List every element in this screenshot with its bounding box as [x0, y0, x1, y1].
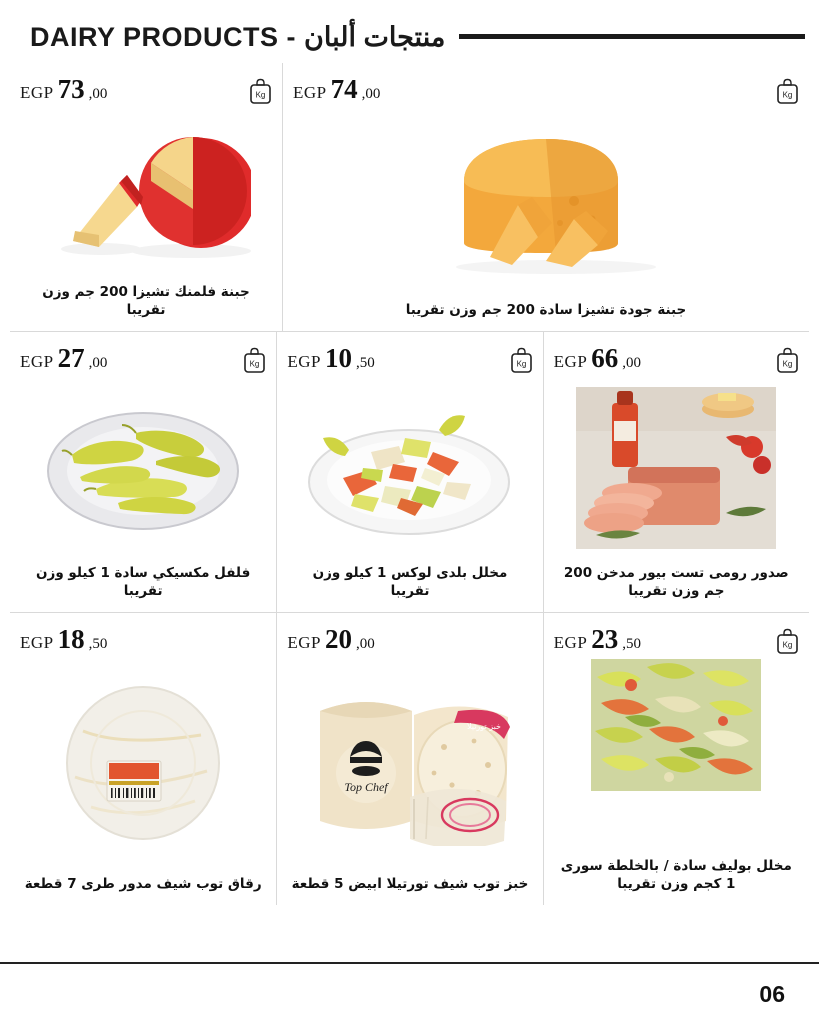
kg-tag-icon: [510, 347, 533, 374]
product-image: [20, 374, 266, 560]
price: [20, 624, 107, 655]
price-minor: ,50: [355, 355, 375, 371]
price: [287, 624, 374, 655]
price-row: [554, 621, 799, 655]
currency-label: EGP: [20, 83, 54, 102]
price-major: 10: [324, 343, 352, 373]
pickled-green-peppers-icon: [36, 393, 251, 543]
product-image: [287, 374, 532, 560]
mixed-pickles-icon: [297, 390, 522, 545]
price: [554, 343, 641, 374]
product-row: [10, 332, 809, 613]
product-card[interactable]: [276, 613, 542, 905]
product-card[interactable]: [282, 63, 809, 331]
product-row: [10, 613, 809, 905]
price: [20, 343, 107, 374]
smoked-turkey-breast-icon: [576, 387, 776, 549]
currency-label: EGP: [287, 352, 321, 371]
product-name: خبز توب شيف تورتيلا ابيض 5 قطعة: [291, 875, 529, 892]
tortilla-bread-pack-icon: [302, 681, 517, 846]
kg-tag-icon: [243, 347, 266, 374]
price-row: [20, 71, 272, 105]
price-major: 73: [57, 74, 85, 104]
product-name: جبنة جودة تشيزا سادة 200 جم وزن تقريبا: [405, 301, 687, 318]
product-image: [20, 105, 272, 279]
product-image: [554, 655, 799, 853]
price: [287, 343, 374, 374]
currency-label: EGP: [293, 83, 327, 102]
kg-tag-icon: [776, 628, 799, 655]
price-major: 74: [330, 74, 358, 104]
kg-tag-icon: [249, 78, 272, 105]
product-image: [287, 655, 532, 871]
page-title: [30, 22, 445, 53]
gouda-cheese-icon: [406, 127, 686, 277]
product-image: [293, 105, 799, 297]
product-card[interactable]: [543, 332, 809, 612]
price-minor: ,00: [355, 636, 375, 652]
product-card[interactable]: [276, 332, 542, 612]
page-footer: [0, 962, 819, 1024]
product-name: صدور رومى تست بيور مدخن 200 جم وزن تقريبا: [563, 564, 789, 599]
price-major: 20: [324, 624, 352, 654]
product-name: رقاق توب شيف مدور طرى 7 قطعة: [24, 875, 262, 892]
price-minor: ,50: [622, 636, 642, 652]
price-minor: ,00: [88, 86, 108, 102]
product-row: [10, 63, 809, 332]
product-card[interactable]: [10, 332, 276, 612]
price-major: 27: [57, 343, 85, 373]
currency-label: EGP: [20, 633, 54, 652]
product-card[interactable]: [10, 613, 276, 905]
product-grid: [0, 63, 819, 905]
product-name: جبنة فلمنك تشيزا 200 جم وزن تقريبا: [42, 283, 250, 318]
price-major: 66: [591, 343, 619, 373]
kg-tag-icon: [776, 347, 799, 374]
currency-label: EGP: [553, 633, 588, 652]
price-row: [287, 621, 532, 655]
price-row: [554, 340, 799, 374]
product-image: [554, 374, 799, 560]
price: [20, 74, 107, 105]
kg-tag-icon: [776, 78, 799, 105]
svg-text:Kg: Kg: [516, 359, 527, 369]
price-minor: ,50: [88, 636, 108, 652]
product-card[interactable]: [543, 613, 809, 905]
page-header: [0, 0, 819, 63]
price: [293, 74, 380, 105]
svg-text:Kg: Kg: [782, 640, 793, 650]
page-title-ar: منتجات ألبان: [304, 22, 446, 52]
price: [554, 624, 641, 655]
red-wax-edam-cheese-icon: [41, 123, 251, 263]
svg-text:Kg: Kg: [255, 90, 266, 100]
product-name: فلفل مكسيكي سادة 1 كيلو وزن تقريبا: [36, 564, 251, 599]
svg-text:خبز تورتيلا: خبز تورتيلا: [467, 722, 502, 732]
product-card[interactable]: [10, 63, 282, 331]
svg-text:Kg: Kg: [249, 359, 260, 369]
page-number: 06: [759, 980, 785, 1007]
price-minor: ,00: [361, 86, 381, 102]
svg-text:Kg: Kg: [782, 90, 793, 100]
round-flatbread-pack-icon: [43, 681, 243, 846]
page-title-en: DAIRY PRODUCTS -: [30, 22, 297, 52]
price-major: 18: [57, 624, 85, 654]
svg-text:Top Chef: Top Chef: [344, 780, 389, 795]
price-row: [287, 340, 532, 374]
product-image: [20, 655, 266, 871]
currency-label: EGP: [20, 352, 54, 371]
price-row: [20, 340, 266, 374]
price-row: [293, 71, 799, 105]
header-divider: [459, 34, 805, 39]
currency-label: EGP: [287, 633, 321, 652]
svg-text:Kg: Kg: [782, 359, 793, 369]
syrian-mixed-pickles-icon: [591, 659, 761, 791]
currency-label: EGP: [553, 352, 588, 371]
price-minor: ,00: [88, 355, 108, 371]
product-name: مخلل بلدى لوكس 1 كيلو وزن تقريبا: [312, 564, 508, 599]
price-row: [20, 621, 266, 655]
price-minor: ,00: [622, 355, 642, 371]
price-major: 23: [591, 624, 619, 654]
product-name: مخلل بوليف سادة / بالخلطة سورى 1 كجم وزن تقريبا: [560, 857, 792, 892]
